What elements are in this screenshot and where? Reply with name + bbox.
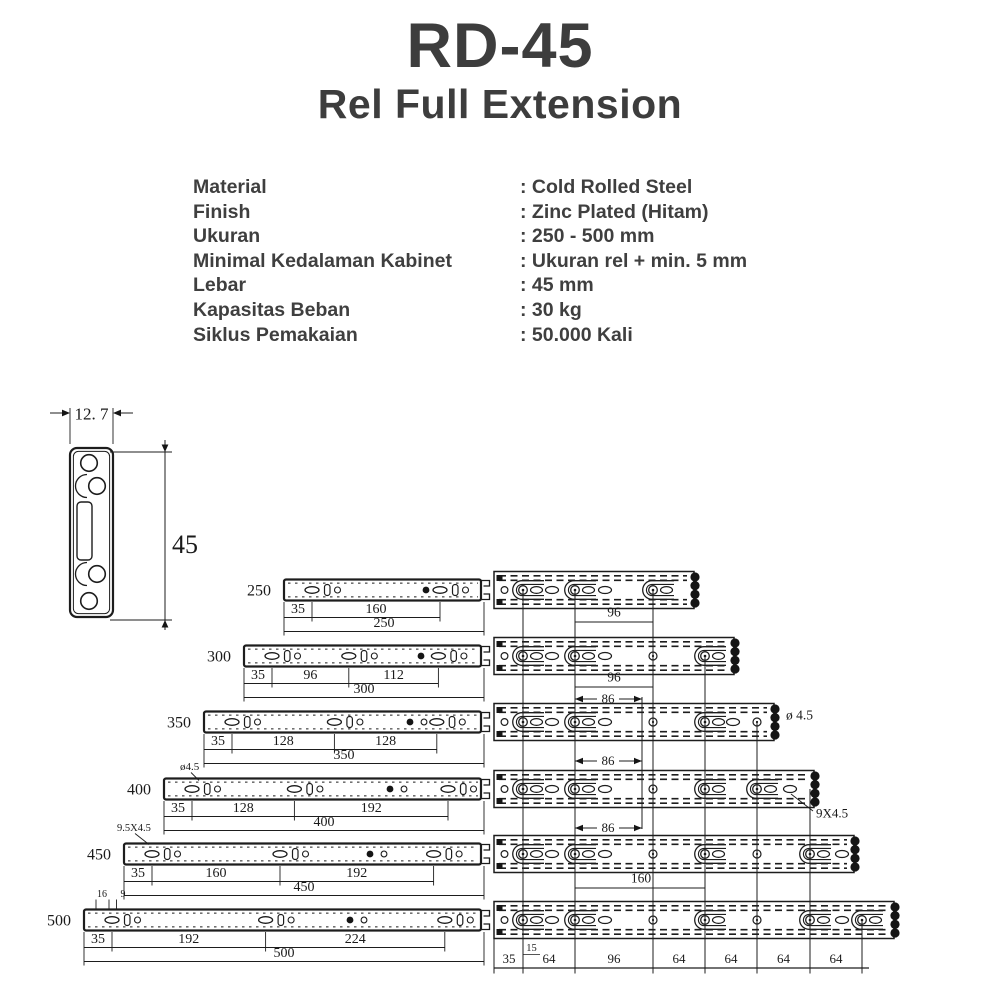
extended-rail-500 — [494, 902, 900, 939]
dim-label: 112 — [383, 668, 404, 683]
dim-label: 128 — [375, 734, 397, 749]
spec-value: : 50.000 Kali — [520, 323, 633, 346]
cross-section-width-dim: 12. 7 — [74, 404, 109, 424]
dim-label: 192 — [346, 866, 368, 881]
spec-value: : 30 kg — [520, 298, 582, 321]
dim-label: 160 — [365, 602, 387, 617]
dim-label: 35 — [91, 932, 105, 947]
dim-label: 35 — [502, 951, 516, 966]
rail-total-dim: 250 — [373, 616, 395, 631]
dim-label: 224 — [344, 932, 366, 947]
hole-diameter-note: ø4.5 — [180, 761, 200, 773]
spec-value: : 45 mm — [520, 274, 594, 297]
dim-label: 96 — [303, 668, 318, 683]
rail-size-label: 350 — [167, 714, 191, 732]
edge-dim: 9 — [120, 889, 126, 900]
dim-label: 86 — [601, 691, 615, 707]
dim-label: 128 — [272, 734, 294, 749]
spec-label: Kapasitas Beban — [193, 298, 351, 321]
extended-rail-250 — [494, 572, 700, 609]
rail-size-label: 300 — [207, 648, 231, 666]
closed-rail-400 — [127, 779, 490, 835]
dim-label: 86 — [601, 753, 615, 769]
dim-label: 35 — [211, 734, 225, 749]
closed-rail-300 — [207, 646, 490, 702]
closed-rail-350 — [167, 712, 490, 768]
extended-rail-450 — [494, 836, 860, 873]
spec-value: : Ukuran rel + min. 5 mm — [520, 249, 748, 272]
spec-label: Ukuran — [193, 225, 261, 248]
dim-label: 64 — [724, 951, 738, 966]
rail-total-dim: 400 — [313, 815, 335, 830]
extended-rail-350 — [494, 704, 780, 741]
dim-label: 192 — [360, 801, 382, 816]
dim-label: 192 — [178, 932, 200, 947]
spec-label: Siklus Pemakaian — [193, 323, 358, 346]
bottom-pitch-dims — [494, 943, 869, 974]
spec-value: : 250 - 500 mm — [520, 225, 655, 248]
dim-label: 160 — [630, 870, 652, 886]
closed-rail-250 — [247, 580, 490, 636]
dim-label: 64 — [777, 951, 790, 966]
rail-total-dim: 350 — [333, 748, 355, 763]
rail-size-label: 450 — [87, 846, 111, 864]
dim-label: 96 — [607, 669, 621, 685]
slot-size-note: 9X4.5 — [816, 805, 849, 821]
dim-label: 35 — [131, 866, 145, 881]
rail-total-dim: 500 — [273, 946, 295, 961]
product-code-title: RD-45 — [406, 11, 594, 81]
dim-label: 64 — [542, 951, 556, 966]
rail-size-label: 500 — [47, 912, 71, 930]
dim-label: 96 — [607, 951, 621, 966]
spec-label: Minimal Kedalaman Kabinet — [193, 249, 452, 272]
closed-rail-450 — [87, 844, 490, 900]
dim-label: 64 — [672, 951, 686, 966]
spec-label: Finish — [193, 200, 251, 223]
closed-rail-500 — [47, 910, 490, 966]
extended-rail-400 — [494, 771, 820, 808]
rail-size-label: 250 — [247, 582, 271, 600]
dim-label: 86 — [601, 820, 615, 836]
dim-label: 96 — [607, 604, 621, 620]
product-subtitle: Rel Full Extension — [317, 80, 683, 127]
dim-label: 64 — [829, 951, 843, 966]
rail-size-label: 400 — [127, 781, 151, 799]
spec-label: Lebar — [193, 274, 247, 297]
rail-total-dim: 450 — [293, 880, 315, 895]
hole-diameter-note: ø 4.5 — [786, 707, 813, 723]
dim-label: 35 — [291, 602, 305, 617]
spec-label: Material — [193, 176, 267, 198]
slot-size-note: 9.5X4.5 — [117, 823, 151, 834]
edge-dim: 16 — [97, 889, 107, 900]
spec-value: : Cold Rolled Steel — [520, 176, 693, 198]
dim-label: 160 — [205, 866, 227, 881]
spec-value: : Zinc Plated (Hitam) — [520, 200, 709, 223]
cross-section-height-dim: 45 — [172, 530, 198, 559]
rail-total-dim: 300 — [353, 682, 375, 697]
dim-label: 128 — [232, 801, 254, 816]
cross-section-view — [50, 405, 198, 631]
offset-dim: 15 — [526, 943, 537, 954]
dim-label: 35 — [171, 801, 185, 816]
dim-label: 35 — [251, 668, 265, 683]
